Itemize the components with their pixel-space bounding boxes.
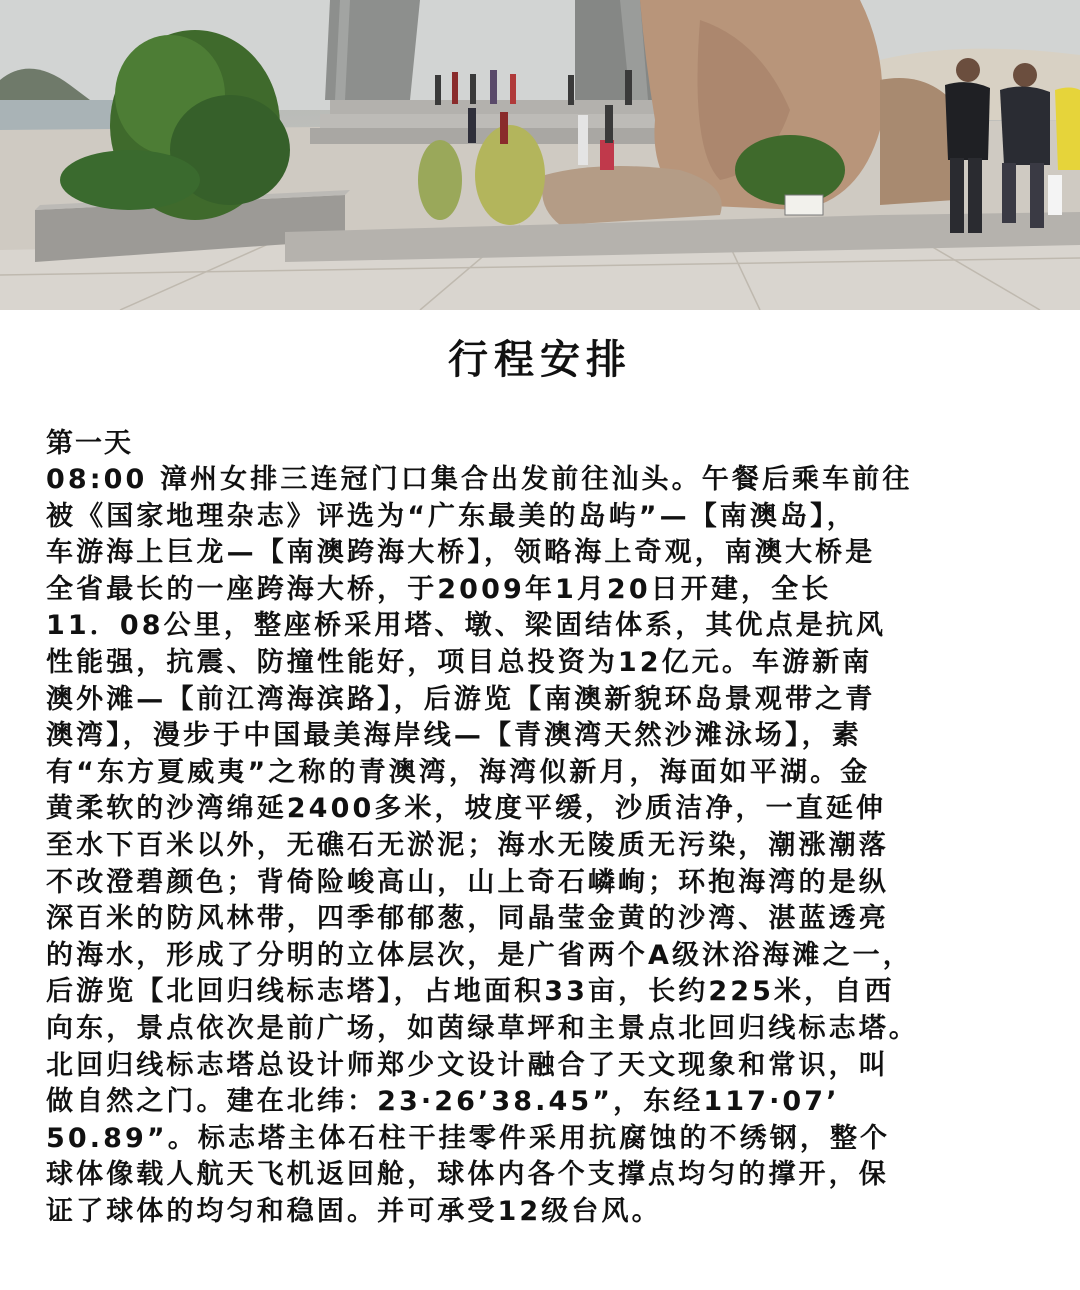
text-line: 全省最长的一座跨海大桥，于2009年1月20日开建，全长 <box>46 573 832 605</box>
text-line: 后游览【北回归线标志塔】，占地面积33亩，长约225米，自西 <box>46 976 895 1008</box>
text-line: 向东，景点依次是前广场，如茵绿草坪和主景点北回归线标志塔。 <box>46 1012 919 1044</box>
section-title: 行程安排 <box>448 337 632 383</box>
text-line: 做自然之门。建在北纬：23·26’38.45”，东经117·07’ <box>46 1086 840 1118</box>
text-line: 50.89”。标志塔主体石柱干挂零件采用抗腐蚀的不绣钢，整个 <box>46 1122 891 1154</box>
text-line: 11．08公里，整座桥采用塔、墩、梁固结体系，其优点是抗风 <box>46 610 887 642</box>
text-line: 证了球体的均匀和稳固。并可承受12级台风。 <box>46 1195 662 1227</box>
text-line: 被《国家地理杂志》评选为“广东最美的岛屿”—【南澳岛】， <box>46 500 857 532</box>
text-line: 澳湾】，漫步于中国最美海岸线—【青澳湾天然沙滩泳场】，素 <box>46 720 862 752</box>
text-line: 黄柔软的沙湾绵延2400多米，坡度平缓，沙质洁净，一直延伸 <box>46 793 887 825</box>
text-line: 的海水，形成了分明的立体层次，是广省两个A级沐浴海滩之一， <box>46 939 913 971</box>
text-line: 球体像载人航天飞机返回舱，球体内各个支撑点均匀的撑开，保 <box>46 1159 889 1191</box>
text-line: 至水下百米以外，无礁石无淤泥；海水无陵质无污染，潮涨潮落 <box>46 829 889 861</box>
text-line: 有“东方夏威夷”之称的青澳湾，海湾似新月，海面如平湖。金 <box>46 756 871 788</box>
landmark-scene-image <box>0 0 1080 310</box>
text-line: 性能强，抗震、防撞性能好，项目总投资为12亿元。车游新南 <box>46 646 873 678</box>
day-description <box>46 462 1056 1230</box>
day-heading: 第一天 <box>46 428 133 459</box>
text-line: 澳外滩—【前江湾海滨路】，后游览【南澳新貌环岛景观带之青 <box>46 683 876 715</box>
text-line: 北回归线标志塔总设计师郑少文设计融合了天文现象和常识，叫 <box>46 1049 889 1081</box>
header-photo <box>0 0 1080 310</box>
text-line: 08:00 漳州女排三连冠门口集合出发前往汕头。午餐后乘车前往 <box>46 464 913 495</box>
itinerary-content <box>46 426 1056 1230</box>
text-line: 深百米的防风林带，四季郁郁葱，同晶莹金黄的沙湾、湛蓝透亮 <box>46 903 889 935</box>
text-line: 车游海上巨龙—【南澳跨海大桥】，领略海上奇观，南澳大桥是 <box>46 537 876 569</box>
text-line: 不改澄碧颜色；背倚险峻高山，山上奇石嶙峋；环抱海湾的是纵 <box>46 866 889 898</box>
